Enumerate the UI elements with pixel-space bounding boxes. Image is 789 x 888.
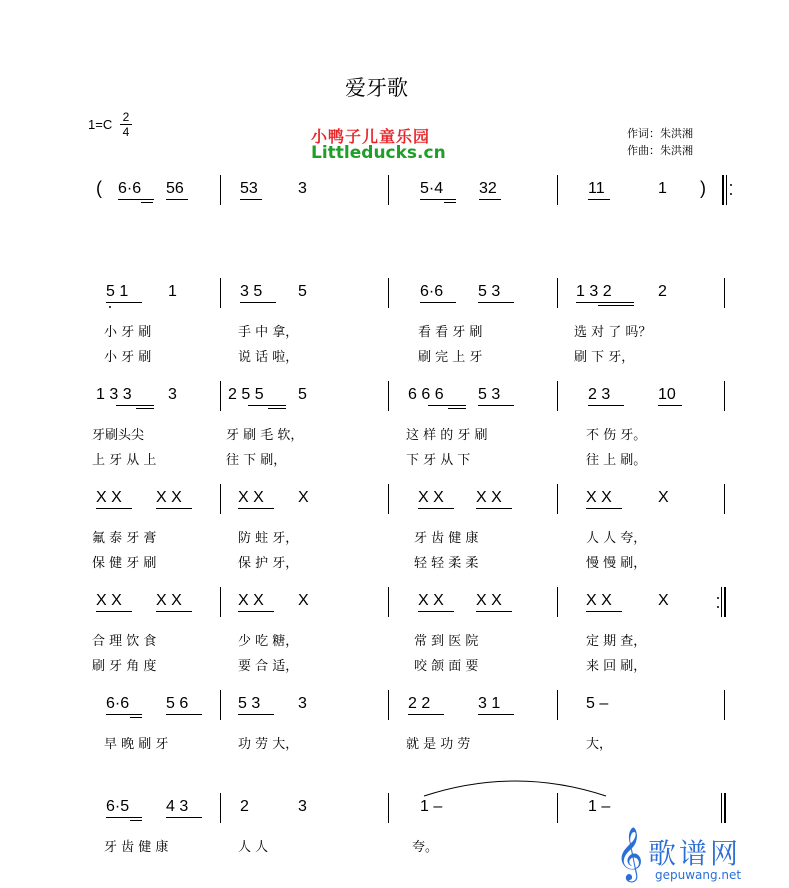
lyric: 少 吃 糖， [238,634,299,649]
note: 1 3 2 [576,283,612,300]
lyric: 早 晚 刷 牙 [104,737,169,752]
note: X X [238,592,264,609]
lyric: 小 牙 刷 [104,350,152,365]
note: X [298,592,309,609]
note: 5 3 [238,695,261,712]
note: 3 1 [478,695,501,712]
lyric: 刷 完 上 牙 [418,350,483,365]
note: X X [418,489,444,506]
watermark-url[interactable]: gepuwang.net [655,868,742,882]
note: 2 5 5 [228,386,264,403]
note: 56 [166,180,184,197]
lyric: 看 看 牙 刷 [418,325,483,340]
note: 2 3 [588,386,611,403]
lyric: 人 人 [238,840,269,855]
lyric: 合 理 饮 食 [92,634,157,649]
note: 1 [168,283,177,300]
lyric: 下 牙 从 下 [406,453,471,468]
lyric: 来 回 刷， [586,659,647,674]
lyric: 小 牙 刷 [104,325,152,340]
note: 1 – [588,798,611,815]
lyric: 轻 轻 柔 柔 [414,556,479,571]
note: X [298,489,309,506]
lyric: 牙刷头尖 [92,428,145,443]
note: X X [238,489,264,506]
lyric: 常 到 医 院 [414,634,479,649]
note: 1 – [420,798,443,815]
lyric: 定 期 查， [586,634,647,649]
lyric: 要 合 适， [238,659,299,674]
lyric: 选 对 了 吗？ [574,325,652,340]
note: 6·6 [106,695,130,712]
note: 5 [298,386,307,403]
note: 6·5 [106,798,130,815]
note: 5 – [586,695,609,712]
note: 1 3 3 [96,386,132,403]
note: 5·4 [420,180,444,197]
lyric: 咬 颌 面 要 [414,659,479,674]
note: 53 [240,180,258,197]
note: 5 1 [106,283,129,300]
key-signature: 1=C [88,117,113,132]
time-signature: 2 4 [118,110,134,139]
note: X X [476,592,502,609]
lyric: 往 上 刷。 [586,453,647,468]
note: X X [156,489,182,506]
note: 10 [658,386,676,403]
lyric: 说 话 啦， [238,350,299,365]
note: 6·6 [118,180,142,197]
lyric: 防 蛀 牙， [238,531,299,546]
lyric: 手 中 拿， [238,325,299,340]
note: X X [586,592,612,609]
note: 2 [240,798,249,815]
lyric: 牙 齿 健 康 [414,531,479,546]
lyric: 慢 慢 刷， [586,556,647,571]
note: 3 [298,695,307,712]
note: 6·6 [420,283,444,300]
note: 5 6 [166,695,189,712]
note: 2 2 [408,695,431,712]
lyric: 牙 刷 毛 软， [226,428,304,443]
logo-url[interactable]: Littleducks.cn [311,143,446,163]
note: 5 [298,283,307,300]
lyric: 刷 牙 角 度 [92,659,157,674]
note: 3 [298,798,307,815]
note: 3 [168,386,177,403]
note: 4 3 [166,798,189,815]
open-paren: ( [96,178,102,198]
note: 5 3 [478,386,501,403]
lyric: 大， [586,737,613,752]
note: 3 5 [240,283,263,300]
composer-credit: 作曲：朱洪湘 [627,144,693,157]
lyric: 保 健 牙 刷 [92,556,157,571]
lyric: 夸。 [412,840,439,855]
note: 5 3 [478,283,501,300]
note: X X [96,592,122,609]
note: 6 6 6 [408,386,444,403]
lyric: 上 牙 从 上 [92,453,157,468]
note: X [658,592,669,609]
tie-arc [420,772,610,800]
watermark-logo[interactable]: 歌谱网 [648,837,742,870]
lyric: 保 护 牙， [238,556,299,571]
close-paren: ) [700,178,706,198]
lyric: 往 下 刷， [226,453,287,468]
note: X X [418,592,444,609]
lyric: 就 是 功 劳 [406,737,471,752]
lyric: 功 劳 大， [238,737,299,752]
note: X X [586,489,612,506]
note: 1 [658,180,667,197]
lyric: 氟 泰 牙 膏 [92,531,157,546]
lyric: 不 伤 牙。 [586,428,647,443]
note: 3 [298,180,307,197]
note: X [658,489,669,506]
lyric: 牙 齿 健 康 [104,840,169,855]
note: 2 [658,283,667,300]
note: 32 [479,180,497,197]
lyric: 刷 下 牙， [574,350,635,365]
note: 11 [588,180,605,197]
lyric: 人 人 夸， [586,531,647,546]
lyric: 这 样 的 牙 刷 [406,428,488,443]
lyricist-credit: 作词：朱洪湘 [627,127,693,140]
logo-chinese[interactable]: 小鸭子儿童乐园 [311,127,431,146]
treble-clef-icon: 𝄞 [616,826,644,880]
song-title: 爱牙歌 [345,76,408,100]
note: X X [156,592,182,609]
note: X X [476,489,502,506]
note: X X [96,489,122,506]
